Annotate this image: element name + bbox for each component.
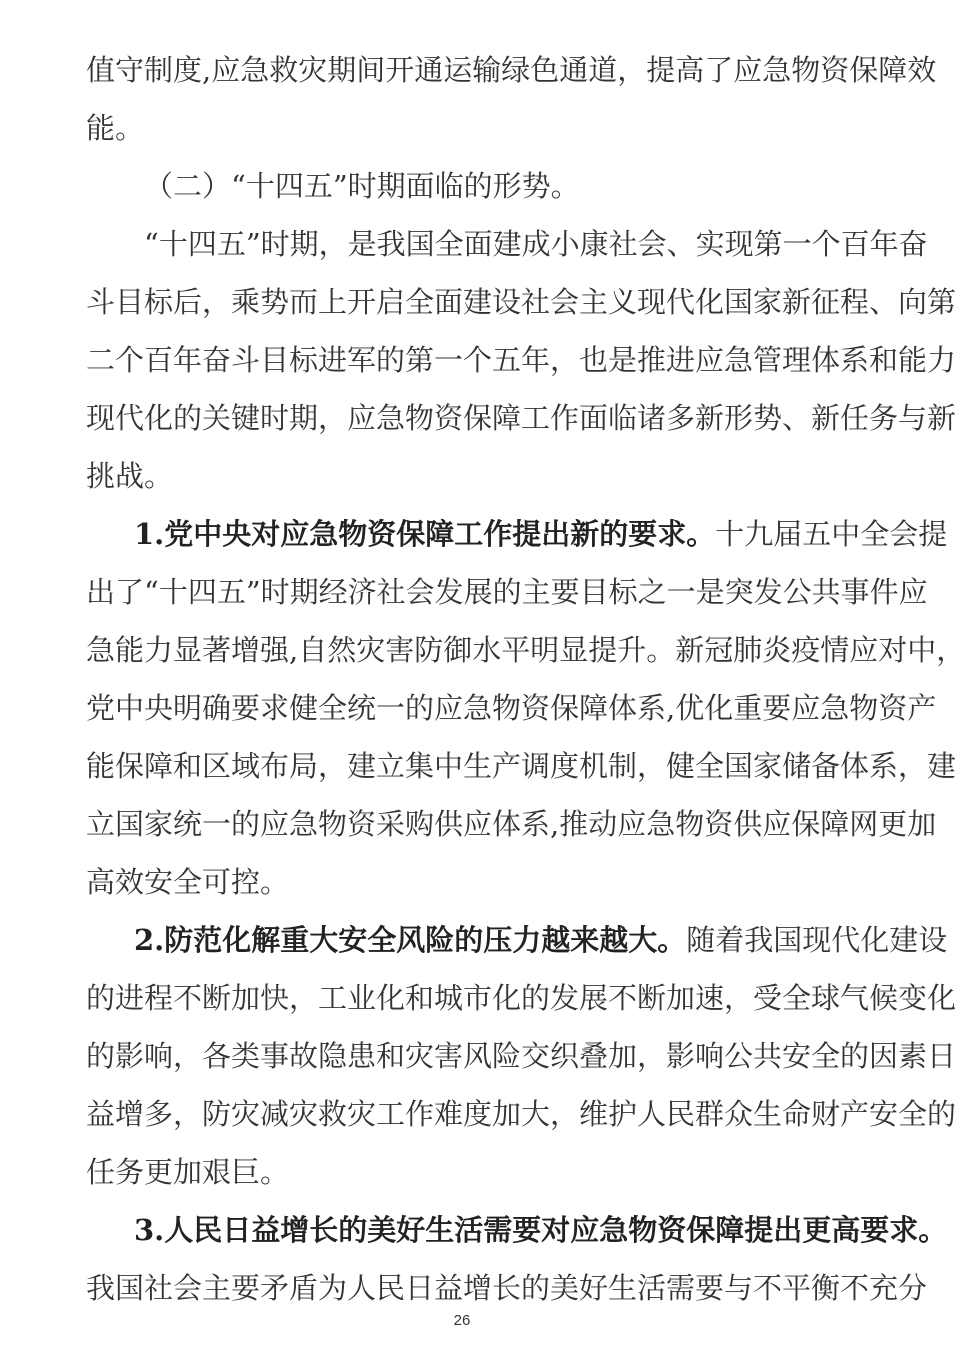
text-line: 值守制度,应急救灾期间开通运输绿色通道，提高了应急物资保障效: [86, 53, 937, 87]
text-line: 二个百年奋斗目标进军的第一个五年，也是推进应急管理体系和能力: [86, 343, 957, 377]
text-line: 出了“十四五”时期经济社会发展的主要目标之一是突发公共事件应: [86, 575, 928, 609]
page-number: 26: [453, 1312, 471, 1329]
section-heading: （二）“十四五”时期面临的形势。: [144, 169, 580, 203]
item-heading: 1.党中央对应急物资保障工作提出新的要求。: [134, 517, 716, 551]
text-line: 斗目标后，乘势而上开启全面建设社会主义现代化国家新征程、向第: [86, 285, 957, 319]
text-line: [134, 514, 948, 554]
item-heading: 3.人民日益增长的美好生活需要对应急物资保障提出更高要求。: [134, 1213, 948, 1247]
text-line: 能保障和区域布局，建立集中生产调度机制，健全国家储备体系，建: [86, 749, 957, 783]
text-line: 我国社会主要矛盾为人民日益增长的美好生活需要与不平衡不充分: [86, 1271, 928, 1305]
text-run: 随着我国现代化建设: [686, 923, 948, 957]
text-line: [134, 920, 948, 960]
text-line: 急能力显著增强,自然灾害防御水平明显提升。新冠肺炎疫情应对中，: [86, 633, 965, 667]
text-run: 十九届五中全会提: [715, 517, 948, 551]
text-line: 的影响，各类事故隐患和灾害风险交织叠加，影响公共安全的因素日: [86, 1039, 957, 1073]
text-line: “十四五”时期，是我国全面建成小康社会、实现第一个百年奋: [144, 227, 928, 261]
text-line: 党中央明确要求健全统一的应急物资保障体系,优化重要应急物资产: [86, 691, 937, 725]
text-line: 的进程不断加快，工业化和城市化的发展不断加速，受全球气候变化: [86, 981, 957, 1015]
item-heading: 2.防范化解重大安全风险的压力越来越大。: [134, 923, 687, 957]
text-line: 益增多，防灾减灾救灾工作难度加大，维护人民群众生命财产安全的: [86, 1097, 957, 1131]
text-line: 立国家统一的应急物资采购供应体系,推动应急物资供应保障网更加: [86, 807, 937, 841]
text-line: 能。: [86, 111, 145, 145]
text-line: 挑战。: [86, 459, 174, 493]
text-line: 现代化的关键时期，应急物资保障工作面临诸多新形势、新任务与新: [86, 401, 957, 435]
text-line: 任务更加艰巨。: [86, 1155, 290, 1189]
text-line: 高效安全可控。: [86, 865, 290, 899]
text-line: [134, 1210, 948, 1250]
